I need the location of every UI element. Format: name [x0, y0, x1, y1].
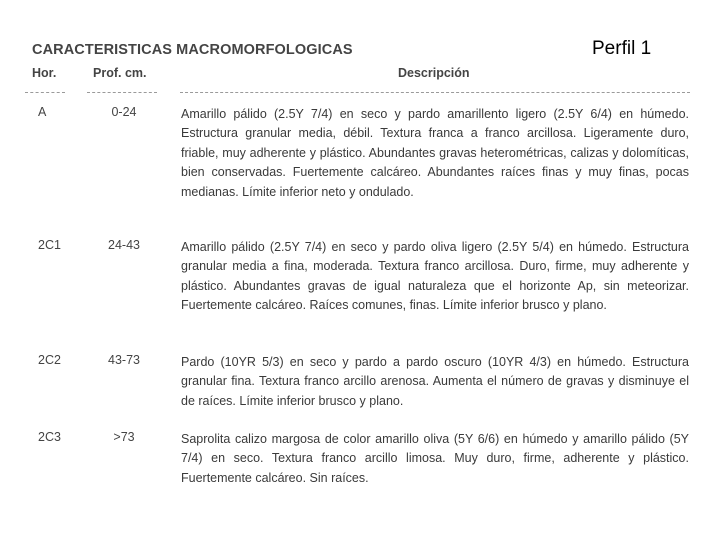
page-title: CARACTERISTICAS MACROMORFOLOGICAS: [32, 42, 353, 58]
horizon-description: Amarillo pálido (2.5Y 7/4) en seco y pardo oliva ligero (2.5Y 5/4) en húmedo. Estructura granular media a fina, moderada. Textura franco arcillosa. Duro, firme, muy adherente y plástico. Abundantes gravas de igual naturaleza que el horizonte Ap, sin meteorizar. Fuertemente calcáreo. Raíces comunes, finas. Límite inferior brusco y plano.: [181, 240, 689, 313]
horizon-code: 2C2: [38, 353, 61, 367]
depth-range: >73: [113, 430, 135, 444]
horizon-description: Pardo (10YR 5/3) en seco y pardo a pardo oscuro (10YR 4/3) en húmedo. Estructura granular fina. Textura franco arcillo arenosa. Aumenta el número de gravas y disminuye el de raíces. Límite inferior brusco y plano.: [181, 355, 689, 408]
horizon-description: Saprolita calizo margosa de color amarillo oliva (5Y 6/6) en húmedo y amarillo pálido (5Y 7/4) en seco. Textura franco arcillo limosa. Muy duro, firme, adherente y plástico. Fuertemente calcáreo. Sin raíces.: [181, 432, 689, 485]
depth-range: 0-24: [111, 105, 137, 119]
header-divider-prof: [87, 92, 157, 93]
header-desc: Descripción: [398, 66, 470, 80]
header-divider-hor: [25, 92, 65, 93]
horizon-description: Amarillo pálido (2.5Y 7/4) en seco y pardo amarillento ligero (2.5Y 6/4) en húmedo. Estructura granular media, débil. Textura franca a franco arcillosa. Ligeramente duro, friable, muy adherente y plástico. Abundantes gravas heterométricas, calizas y dolomíticas, bien conservadas. Fuertemente calcáreo. Abundantes raíces finas y muy finas, pocas medianas. Límite inferior neto y ondulado.: [181, 107, 689, 199]
horizon-code: 2C3: [38, 430, 61, 444]
perfil-label: Perfil 1: [592, 38, 652, 59]
depth-range: 43-73: [108, 353, 140, 367]
header-prof: Prof. cm.: [93, 66, 147, 80]
header-divider-desc: [180, 92, 690, 93]
header-hor: Hor.: [32, 66, 57, 80]
horizon-code: 2C1: [38, 238, 61, 252]
horizon-code: A: [38, 105, 47, 119]
depth-range: 24-43: [108, 238, 140, 252]
